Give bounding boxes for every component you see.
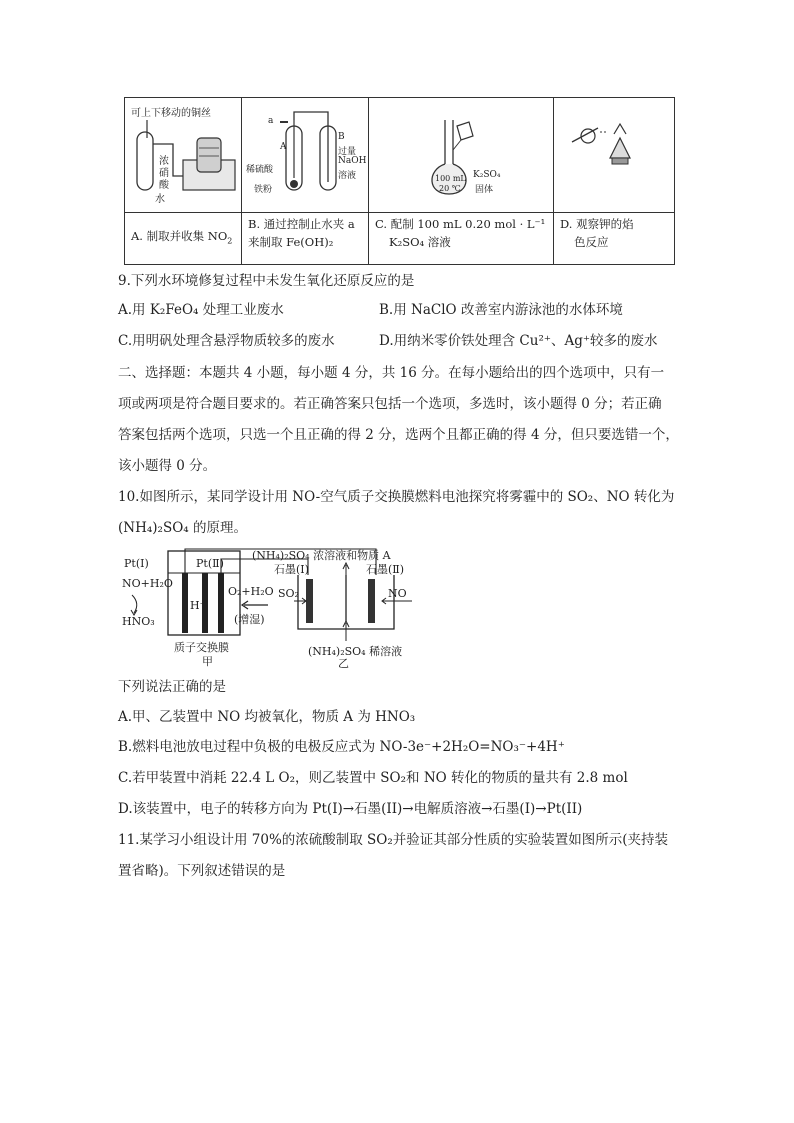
flask-volume-label: 100 mL [435,174,466,183]
acid-label-1: 浓 [159,156,169,167]
fuel-cell-diagram [118,545,418,673]
q9-option-b: B.用 NaClO 改善室内游泳池的水体环境 [379,302,623,318]
q11-stem-line2: 置省略)。下列叙述错误的是 [118,863,286,879]
graphite2-label: 石墨(Ⅱ) [366,563,405,576]
tube-b-label: B [338,132,345,142]
top-solution-label: (NH₄)₂SO₄ 浓溶液和物质 A [252,549,391,562]
membrane-label: 质子交换膜 [174,641,229,654]
caption-d-line1: D. 观察钾的焰 [560,217,634,231]
q10-option-a: A.甲、乙装置中 NO 均被氧化，物质 A 为 HNO₃ [118,709,416,725]
no-water-input-label: NO+H₂O [122,577,173,590]
dilute-sulfuric-label: 稀硫酸 [246,165,274,175]
hplus-label: H⁺ [190,599,206,612]
water-label: 水 [155,194,165,205]
cell-c-caption [369,213,554,265]
so2-input-label: SO₂ [278,587,299,600]
q9-option-d: D.用纳米零价铁处理含 Cu²⁺、Ag⁺较多的废水 [379,333,658,349]
solid-label: 固体 [475,185,494,195]
cell-jia-label: 甲 [202,655,213,668]
q10-stem-line2: (NH₄)₂SO₄ 的原理。 [118,520,247,536]
q11-stem-line1: 11.某学习小组设计用 70%的浓硫酸制取 SO₂并验证其部分性质的实验装置如图所示(夹持装 [118,832,669,848]
section2-line3: 答案包括两个选项，只选一个且正确的得 2 分，选两个且都正确的得 4 分，但只要选错一个， [118,427,679,443]
cell-a-caption [125,213,242,265]
no2-apparatus-drawing [125,98,241,212]
cell-b-image [242,98,369,213]
dilute-solution-label: (NH₄)₂SO₄ 稀溶液 [308,645,403,658]
q10-option-d: D.该装置中，电子的转移方向为 Pt(I)→石墨(II)→电解质溶液→石墨(I)→Pt(II) [118,801,583,817]
caption-a-sub: 2 [227,236,233,246]
section2-line2: 项或两项是符合题目要求的。若正确答案只包括一个选项，多选时，该小题得 0 分；若正确 [118,396,662,412]
clip-a-label: a [268,116,274,126]
caption-c-line2: K₂SO₄ 溶液 [389,235,451,249]
caption-c-line1: C. 配制 100 mL 0.20 mol · L⁻¹ [375,217,546,231]
acid-label-2: 硝 [159,168,169,179]
flame-test-drawing [554,98,674,212]
solution-label: 溶液 [338,171,357,181]
cell-d-caption [554,213,675,265]
tube-a-label: A [280,142,287,152]
cell-d-image [554,98,675,213]
humid-label: (增湿) [234,613,265,626]
o2-water-label: O₂+H₂O [228,585,274,598]
copper-wire-label: 可上下移动的铜丝 [131,108,211,119]
volumetric-flask-drawing [369,98,553,212]
q10-option-b: B.燃料电池放电过程中负极的电极反应式为 NO-3e⁻+2H₂O=NO₃⁻+4H⁺ [118,739,565,755]
q10-prompt: 下列说法正确的是 [118,679,226,695]
cell-b-caption [242,213,369,265]
caption-a-text: A. 制取并收集 NO [131,229,228,243]
graphite1-label: 石墨(Ⅰ) [274,563,309,576]
cell-yi-label: 乙 [338,657,349,670]
q10-option-c: C.若甲装置中消耗 22.4 L O₂，则乙装置中 SO₂和 NO 转化的物质的量共有 2.8 mol [118,770,628,786]
caption-b-line2: 来制取 Fe(OH)₂ [248,235,334,249]
q10-stem-line1: 10.如图所示，某同学设计用 NO-空气质子交换膜燃料电池探究将雾霾中的 SO₂、NO 转化为 [118,489,675,505]
cell-c-image [369,98,554,213]
excess-label: 过量 [338,147,357,157]
caption-b-line1: B. 通过控制止水夹 a [248,217,355,231]
pt2-label: Pt(Ⅱ) [196,557,224,570]
caption-d-line2: 色反应 [574,235,609,249]
q9-stem: 9.下列水环境修复过程中未发生氧化还原反应的是 [118,273,415,289]
hno3-output-label: HNO₃ [122,615,155,628]
acid-label-3: 酸 [159,180,169,191]
experiment-table [124,97,675,265]
pt1-label: Pt(Ⅰ) [124,557,149,570]
q9-option-c: C.用明矾处理含悬浮物质较多的废水 [118,333,335,349]
section2-line4: 该小题得 0 分。 [118,458,217,474]
iron-powder-label: 铁粉 [254,185,273,195]
flask-temp-label: 20 ℃ [439,184,461,193]
q9-option-a: A.用 K₂FeO₄ 处理工业废水 [118,302,284,318]
k2so4-label: K₂SO₄ [473,170,501,180]
section2-line1: 二、选择题：本题共 4 小题，每小题 4 分，共 16 分。在每小题给出的四个选项中，只有一 [118,365,665,381]
cell-a-image [125,98,242,213]
naoh-label: NaOH [338,156,367,166]
no-input-label: NO [388,587,407,600]
